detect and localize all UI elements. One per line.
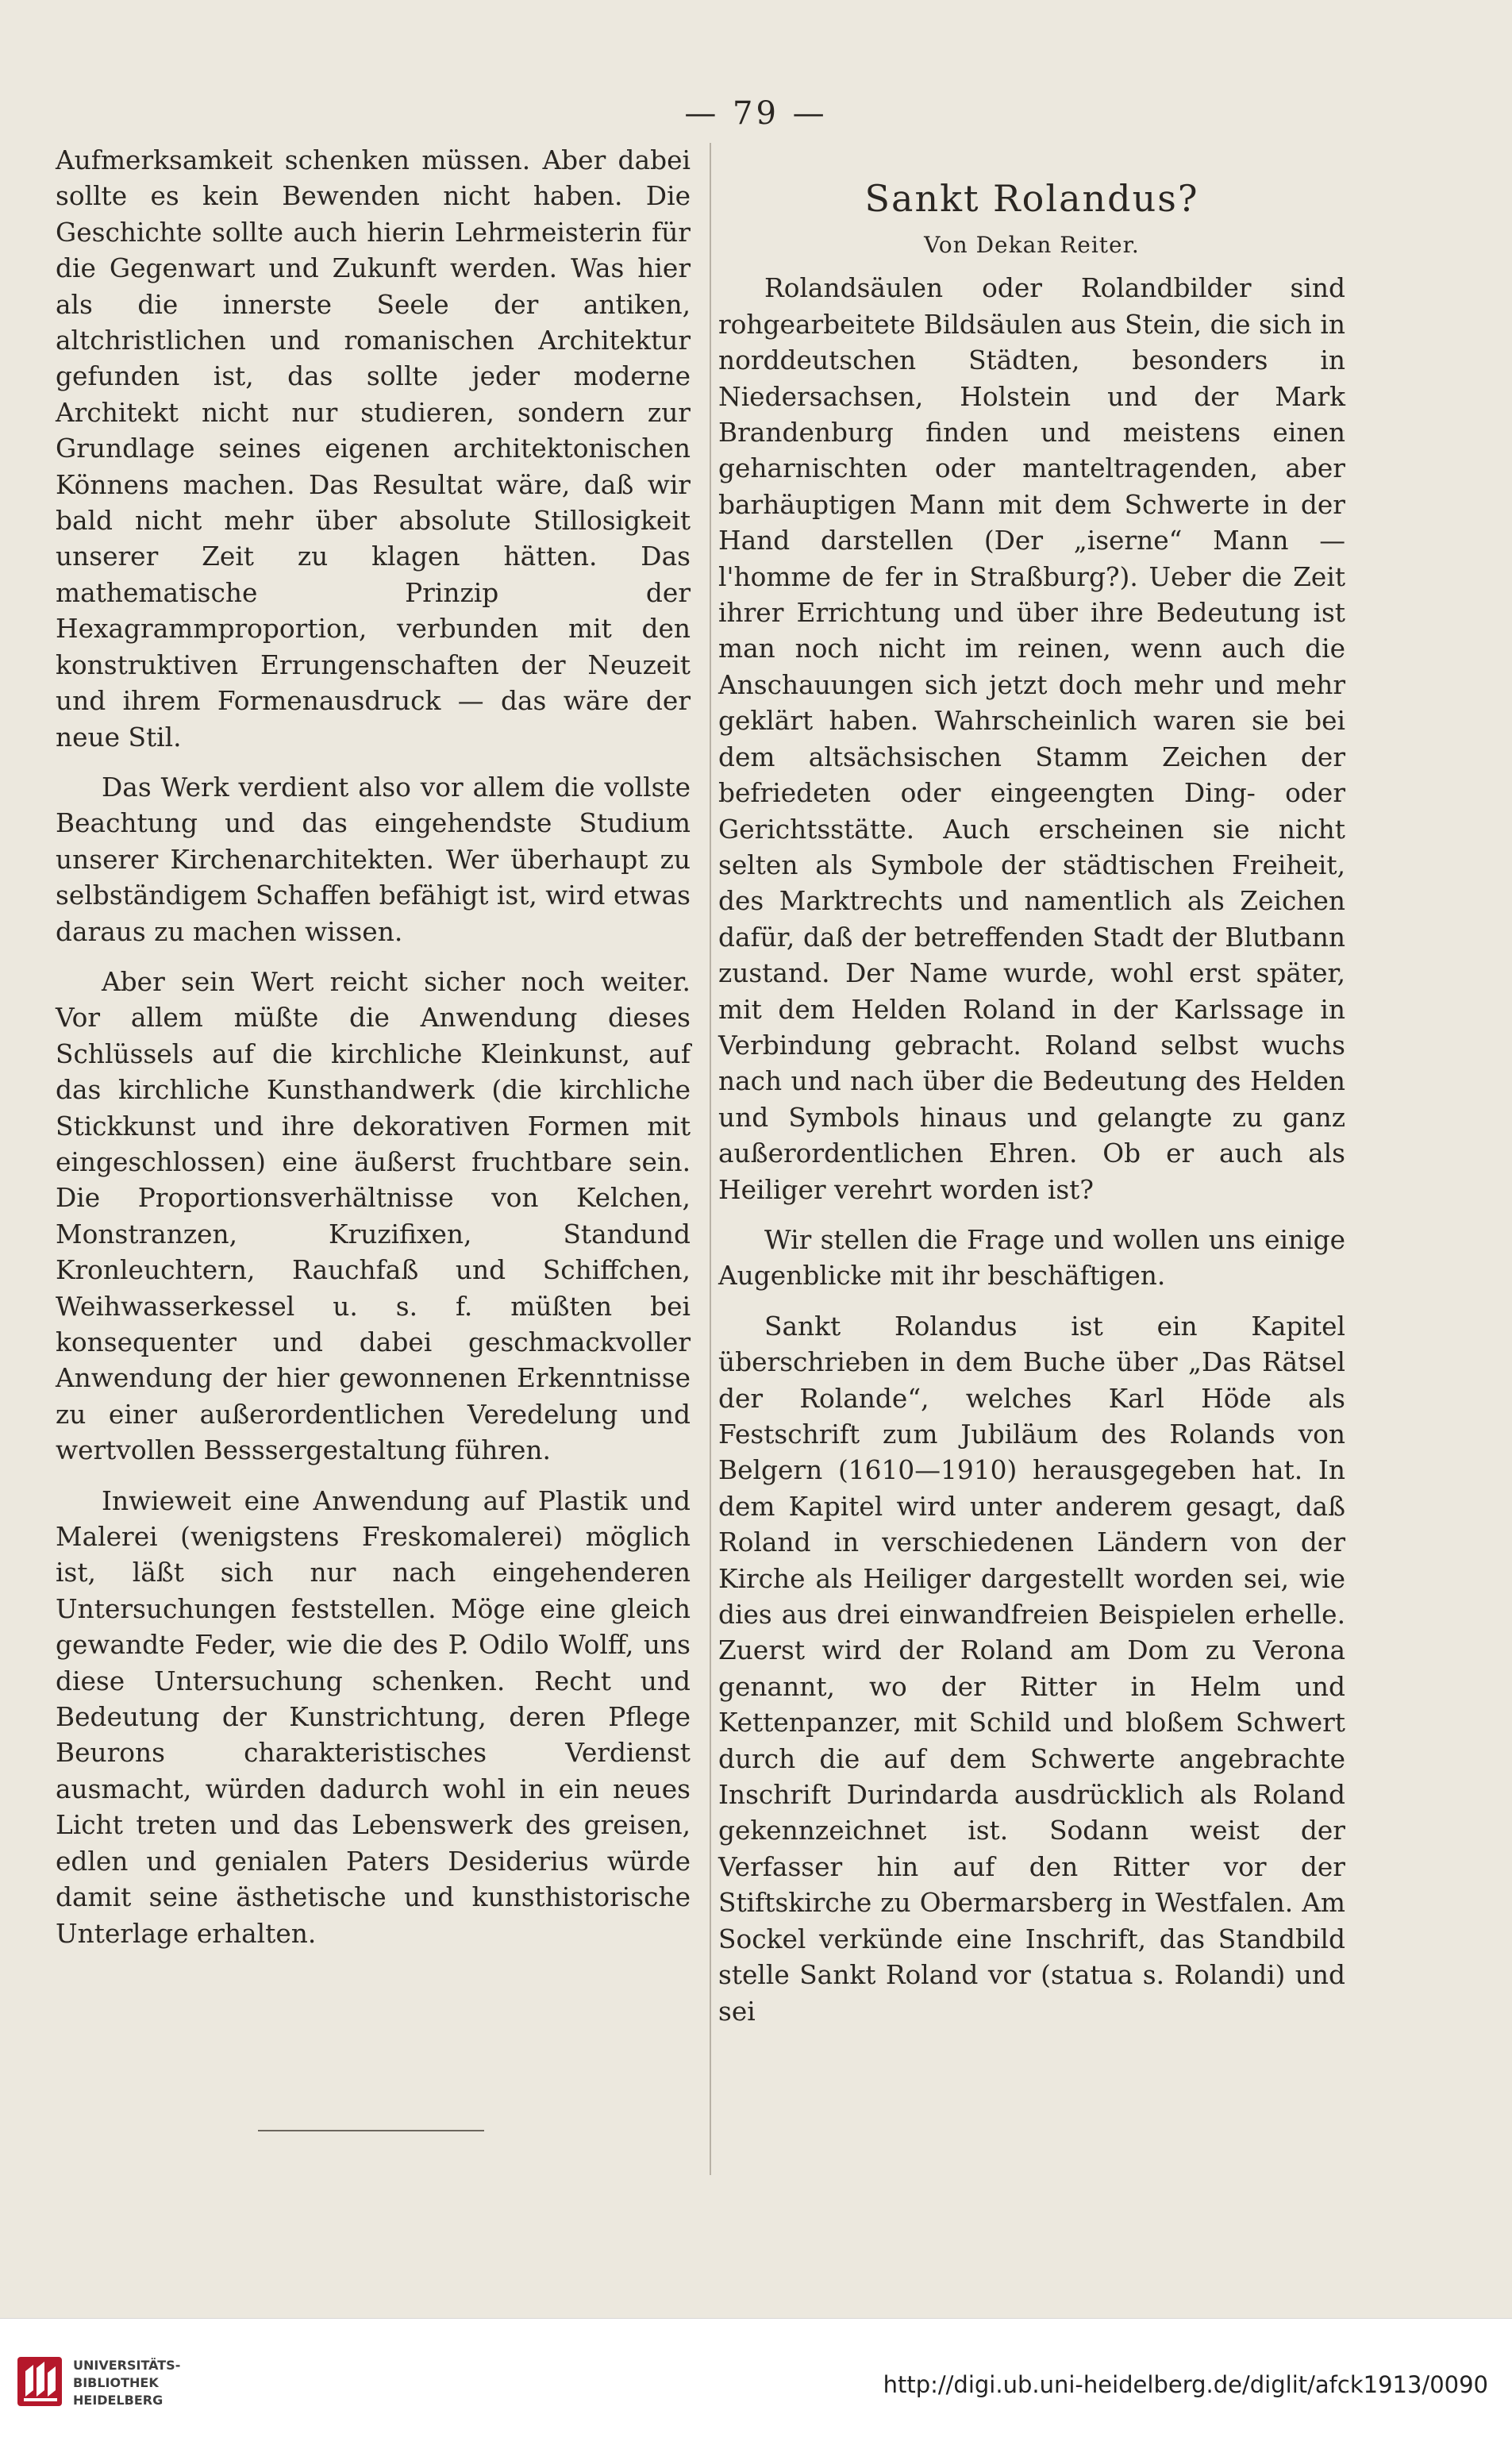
source-url-link[interactable]: http://digi.ub.uni-heidelberg.de/diglit/afck1913/0090 (883, 2371, 1488, 2398)
left-column (56, 143, 691, 1966)
right-column (718, 175, 1345, 2044)
right-paragraph-2: Wir stellen die Frage und wollen uns einige Augenblicke mit ihr beschäftigen. (718, 1224, 1345, 1292)
right-paragraph-3: Sankt Rolandus ist ein Kapitel überschrieben in dem Buche über „Das Rätsel der Rolande“, welches Karl Höde als Festschrift zum Jubiläum des Rolands von Belgern (1610—1910) herausgegeben hat. In dem Kapitel wird unter anderem gesagt, daß Roland in verschiedenen Ländern von der Kirche als Heiliger dargestellt worden sei, wie dies aus drei einwandfreien Beispielen erhelle. Zuerst wird der Roland am Dom zu Verona genannt, wo der Ritter in Helm und Kettenpanzer, mit Schild und bloßem Schwert durch die auf dem Schwerte angebrachte Inschrift Durindarda ausdrücklich als Roland gekennzeichnet ist. Sodann weist der Verfasser hin auf den Ritter vor der Stiftskirche zu Obermarsberg in Westfalen. Am Sockel verkünde eine Inschrift, das Standbild stelle Sankt Roland vor (statua s. Rolandi) und sei (718, 1311, 1345, 2027)
article-byline: Von Dekan Reiter. (924, 232, 1140, 258)
library-name: UNIVERSITÄTS- BIBLIOTHEK HEIDELBERG (73, 2358, 181, 2408)
left-paragraph-1: Aufmerksamkeit schenken müssen. Aber dabei sollte es kein Bewenden nicht haben. Die Geschichte sollte auch hierin Lehrmeisterin für die Gegenwart und Zukunft werden. Was hier als die innerste Seele der antiken, altchristlichen und romanischen Architektur gefunden ist, das sollte jeder moderne Architekt nicht nur studieren, sondern zur Grundlage seines eigenen architektonischen Könnens machen. Das Resultat wäre, daß wir bald nicht mehr über absolute Stillosigkeit unserer Zeit zu klagen hätten. Das mathematische Prinzip der Hexagrammproportion, verbunden mit den konstruktiven Errungenschaften der Neuzeit und ihrem Formenausdruck — das wäre der neue Stil. (56, 145, 691, 753)
left-paragraph-4: Inwieweit eine Anwendung auf Plastik und Malerei (wenigstens Freskomalerei) möglich ist, läßt sich nur nach eingehenderen Untersuchungen feststellen. Möge eine gleich gewandte Feder, wie die des P. Odilo Wolff, uns diese Untersuchung schenken. Recht und Bedeutung der Kunstrichtung, deren Pflege Beurons charakteristisches Verdienst ausmacht, würden dadurch wohl in ein neues Licht treten und das Lebenswerk des greisen, edlen und genialen Paters Desiderius würde damit seine ästhetische und kunsthistorische Unterlage erhalten. (56, 1485, 691, 1949)
university-library-logo-icon (16, 2352, 63, 2411)
page-number: — 79 — (684, 95, 828, 132)
article-title: Sankt Rolandus? (864, 177, 1199, 220)
column-divider (710, 143, 711, 2175)
left-paragraph-2: Das Werk verdient also vor allem die vollste Beachtung und das eingehendste Studium unserer Kirchenarchitekten. Wer überhaupt zu selbständigem Schaffen befähigt ist, wird etwas daraus zu machen wissen. (56, 772, 691, 947)
left-paragraph-3: Aber sein Wert reicht sicher noch weiter. Vor allem müßte die Anwendung dieses Schlüssels auf die kirchliche Kleinkunst, auf das kirchliche Kunsthandwerk (die kirchliche Stickkunst und ihre dekorativen Formen mit eingeschlossen) eine äußerst fruchtbare sein. Die Proportionsverhältnisse von Kelchen, Monstranzen, Kruzifixen, Standund Kronleuchtern, Rauchfaß und Schiffchen, Weihwasserkessel u. s. f. müßten bei konsequenter und dabei geschmackvoller Anwendung der hier gewonnenen Erkenntnisse zu einer außerordentlichen Veredelung und wertvollen Besssergestaltung führen. (56, 966, 691, 1466)
right-paragraph-1: Rolandsäulen oder Rolandbilder sind rohgearbeitete Bildsäulen aus Stein, die sich in norddeutschen Städten, besonders in Niedersachsen, Holstein und der Mark Brandenburg finden und meistens einen geharnischten oder manteltragenden, aber barhäuptigen Mann mit dem Schwerte in der Hand darstellen (Der „iserne“ Mann — l'homme de fer in Straßburg?). Ueber die Zeit ihrer Errichtung und über ihre Bedeutung ist man noch nicht im reinen, wenn auch die Anschauungen sich jetzt doch mehr und mehr geklärt haben. Wahrscheinlich waren sie bei dem altsächsischen Stamm Zeichen der befriedeten oder eingeengten Ding- oder Gerichtsstätte. Auch erscheinen sie nicht selten als Symbole der städtischen Freiheit, des Marktrechts und namentlich als Zeichen dafür, daß der betreffenden Stadt der Blutbann zustand. Der Name wurde, wohl erst später, mit dem Helden Roland in der Karlssage in Verbindung gebracht. Roland selbst wuchs nach und nach über die Bedeutung des Helden und Symbols hinaus und gelangte zu ganz außerordentlichen Ehren. Ob er auch als Heiliger verehrt worden ist? (718, 273, 1345, 1205)
article-end-rule (258, 2130, 484, 2131)
viewer-footer (0, 2318, 1512, 2445)
